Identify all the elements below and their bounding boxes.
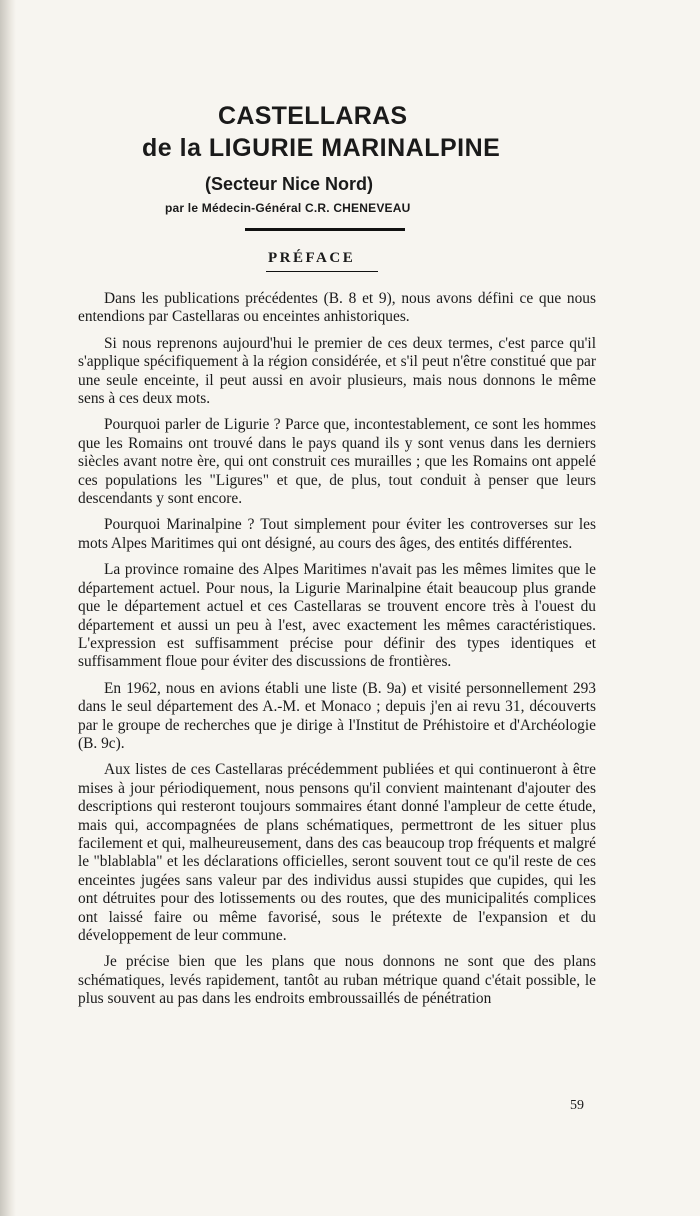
title-divider	[245, 228, 405, 231]
page-gutter-shadow	[0, 0, 16, 1216]
paragraph: Aux listes de ces Castellaras précédemment publiées et qui continueront à être mises à jour périodiquement, nous pensons qu'il convient maintenant d'ajouter des descriptions qui resteront toujours sommaires étant donné l'ampleur de cette étude, mais qui, accompagnées de plans schématiques, permettront de les situer plus facilement et qui, malheureusement, dans des cas beaucoup trop fréquents et malgré le "blablabla" et les déclarations officielles, seront souvent tout ce qu'il reste de ces enceintes jugées sans valeur par des individus aussi stupides que cupides, qui les ont détruites pour des lotissements ou des routes, que des municipalités complices ont laissé faire ou même favorisé, sous le prétexte de l'expansion et du développement de leur commune.	[78, 761, 596, 944]
paragraph: Pourquoi Marinalpine ? Tout simplement pour éviter les controverses sur les mots Alpes Maritimes qui ont désigné, au cours des âges, des entités différentes.	[78, 516, 596, 552]
subtitle: (Secteur Nice Nord)	[205, 174, 374, 194]
title-line-1: CASTELLARAS	[218, 102, 408, 130]
page-number: 59	[570, 1098, 584, 1113]
paragraph: Pourquoi parler de Ligurie ? Parce que, incontestablement, ce sont les hommes que les Romains ont trouvé dans le pays quand ils y sont venus dans les derniers siècles avant notre ère, qui ont construit ces murailles ; que les Romains ont appelé ces populations les "Ligures" et que, de plus, tout conduit à penser que leurs descendants y sont encore.	[78, 416, 596, 508]
paragraph: La province romaine des Alpes Maritimes n'avait pas les mêmes limites que le département actuel. Pour nous, la Ligurie Marinalpine était beaucoup plus grande que le département actuel et ces Castellaras se trouvent encore très à l'ouest du département et aussi un peu à l'est, avec exactement les mêmes caractéristiques. L'expression est suffisamment précise pour définir des types identiques et suffisamment floue pour éviter des discussions de frontières.	[78, 561, 596, 671]
title-line-2: de la LIGURIE MARINALPINE	[142, 134, 501, 162]
section-heading: PRÉFACE	[268, 250, 356, 266]
paragraph: Si nous reprenons aujourd'hui le premier de ces deux termes, c'est parce qu'il s'applique spécifiquement à la région considérée, et s'il peut n'être constitué que par une seule enceinte, il peut aussi en avoir plusieurs, mais nous donnons le même sens à ces deux mots.	[78, 334, 596, 408]
paragraph: Je précise bien que les plans que nous donnons ne sont que des plans schématiques, levés rapidement, tantôt au ruban métrique quand c'était possible, le plus souvent au pas dans les endroits embroussaillés de pénétration	[78, 953, 596, 1008]
body-text	[78, 290, 596, 1017]
paragraph: Dans les publications précédentes (B. 8 et 9), nous avons défini ce que nous entendions par Castellaras ou enceintes anhistoriques.	[78, 290, 596, 326]
paragraph: En 1962, nous en avions établi une liste (B. 9a) et visité personnellement 293 dans le seul département des A.-M. et Monaco ; depuis j'en ai revu 31, découverts par le groupe de recherches que je dirige à l'Institut de Préhistoire et d'Archéologie (B. 9c).	[78, 679, 596, 752]
author-line: par le Médecin-Général C.R. CHENEVEAU	[165, 201, 411, 215]
section-heading-underline	[266, 271, 378, 272]
